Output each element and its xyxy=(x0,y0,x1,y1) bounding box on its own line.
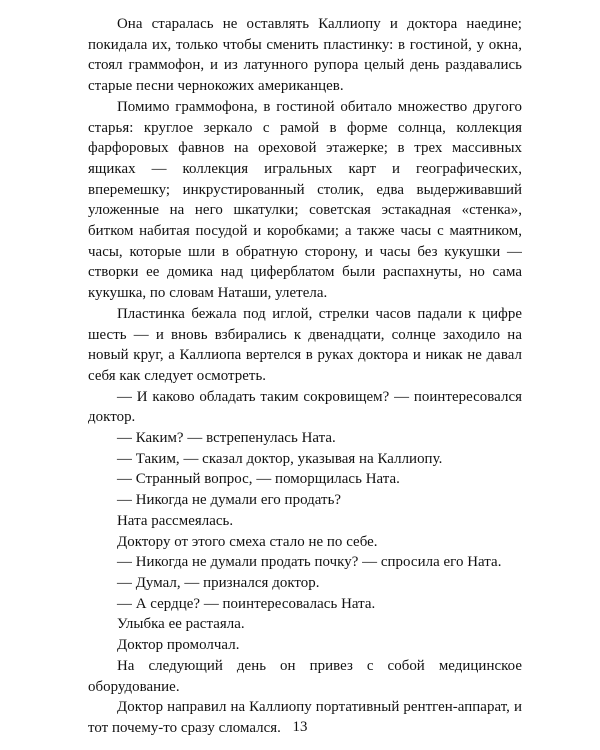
paragraph: — Каким? — встрепенулась Ната. xyxy=(117,430,336,447)
paragraph: — Думал, — признался доктор. xyxy=(117,574,320,591)
paragraph: — И каково обладать таким сокровищем? — поинтересовался доктор. xyxy=(88,388,522,426)
paragraph: — Никогда не думали продать почку? — спросила его Ната. xyxy=(117,554,502,571)
paragraph: — Никогда не думали его продать? xyxy=(117,492,342,509)
paragraph: Ната рассмеялась. xyxy=(117,512,234,529)
page-body xyxy=(88,14,522,739)
paragraph: — Странный вопрос, — поморщилась Ната. xyxy=(117,471,400,488)
paragraph: Доктору от этого смеха стало не по себе. xyxy=(117,533,378,550)
page-number: 13 xyxy=(292,719,308,735)
paragraph: Доктор направил на Каллиопу портативный рентген-аппарат, и тот почему-то сразу сломался. xyxy=(88,699,522,736)
paragraph: — Таким, — сказал доктор, указывая на Каллиопу. xyxy=(117,450,443,467)
paragraph: — А сердце? — поинтересовалась Ната. xyxy=(117,595,376,612)
paragraph: Помимо граммофона, в гостиной обитало множество другого старья: круглое зеркало с рамой в форме солнца, коллекция фарфоровых фавнов на ореховой этажерке; в трех массивных ящиках — коллекция игральных карт и географических, вперемешку; инкрустированный столик, едва выдерживавший уложенные на него шкатулки; советская эстакадная «стенка», битком набитая посудой и коробками; а также часы с маятником, часы, которые шли в обратную сторону, и часы без кукушки — створки ее домика над циферблатом были распахнуты, но сама кукушка, по словам Наташи, улетела. xyxy=(88,98,522,302)
paragraph: Улыбка ее растаяла. xyxy=(117,616,245,633)
paragraph: Доктор промолчал. xyxy=(117,637,240,654)
paragraph: На следующий день он привез с собой медицинское оборудование. xyxy=(88,657,522,695)
paragraph: Пластинка бежала под иглой, стрелки часов падали к цифре шесть — и вновь взбирались к двенадцати, солнце заходило на новый круг, а Каллиопа вертелся в руках доктора и никак не давал себя как следует осмотреть. xyxy=(88,305,522,384)
paragraph: Она старалась не оставлять Каллиопу и доктора наедине; покидала их, только чтобы сменить пластинку: в гостиной, у окна, стоял граммофон, и из латунного рупора целый день раздавались старые песни чернокожих американцев. xyxy=(88,16,522,95)
